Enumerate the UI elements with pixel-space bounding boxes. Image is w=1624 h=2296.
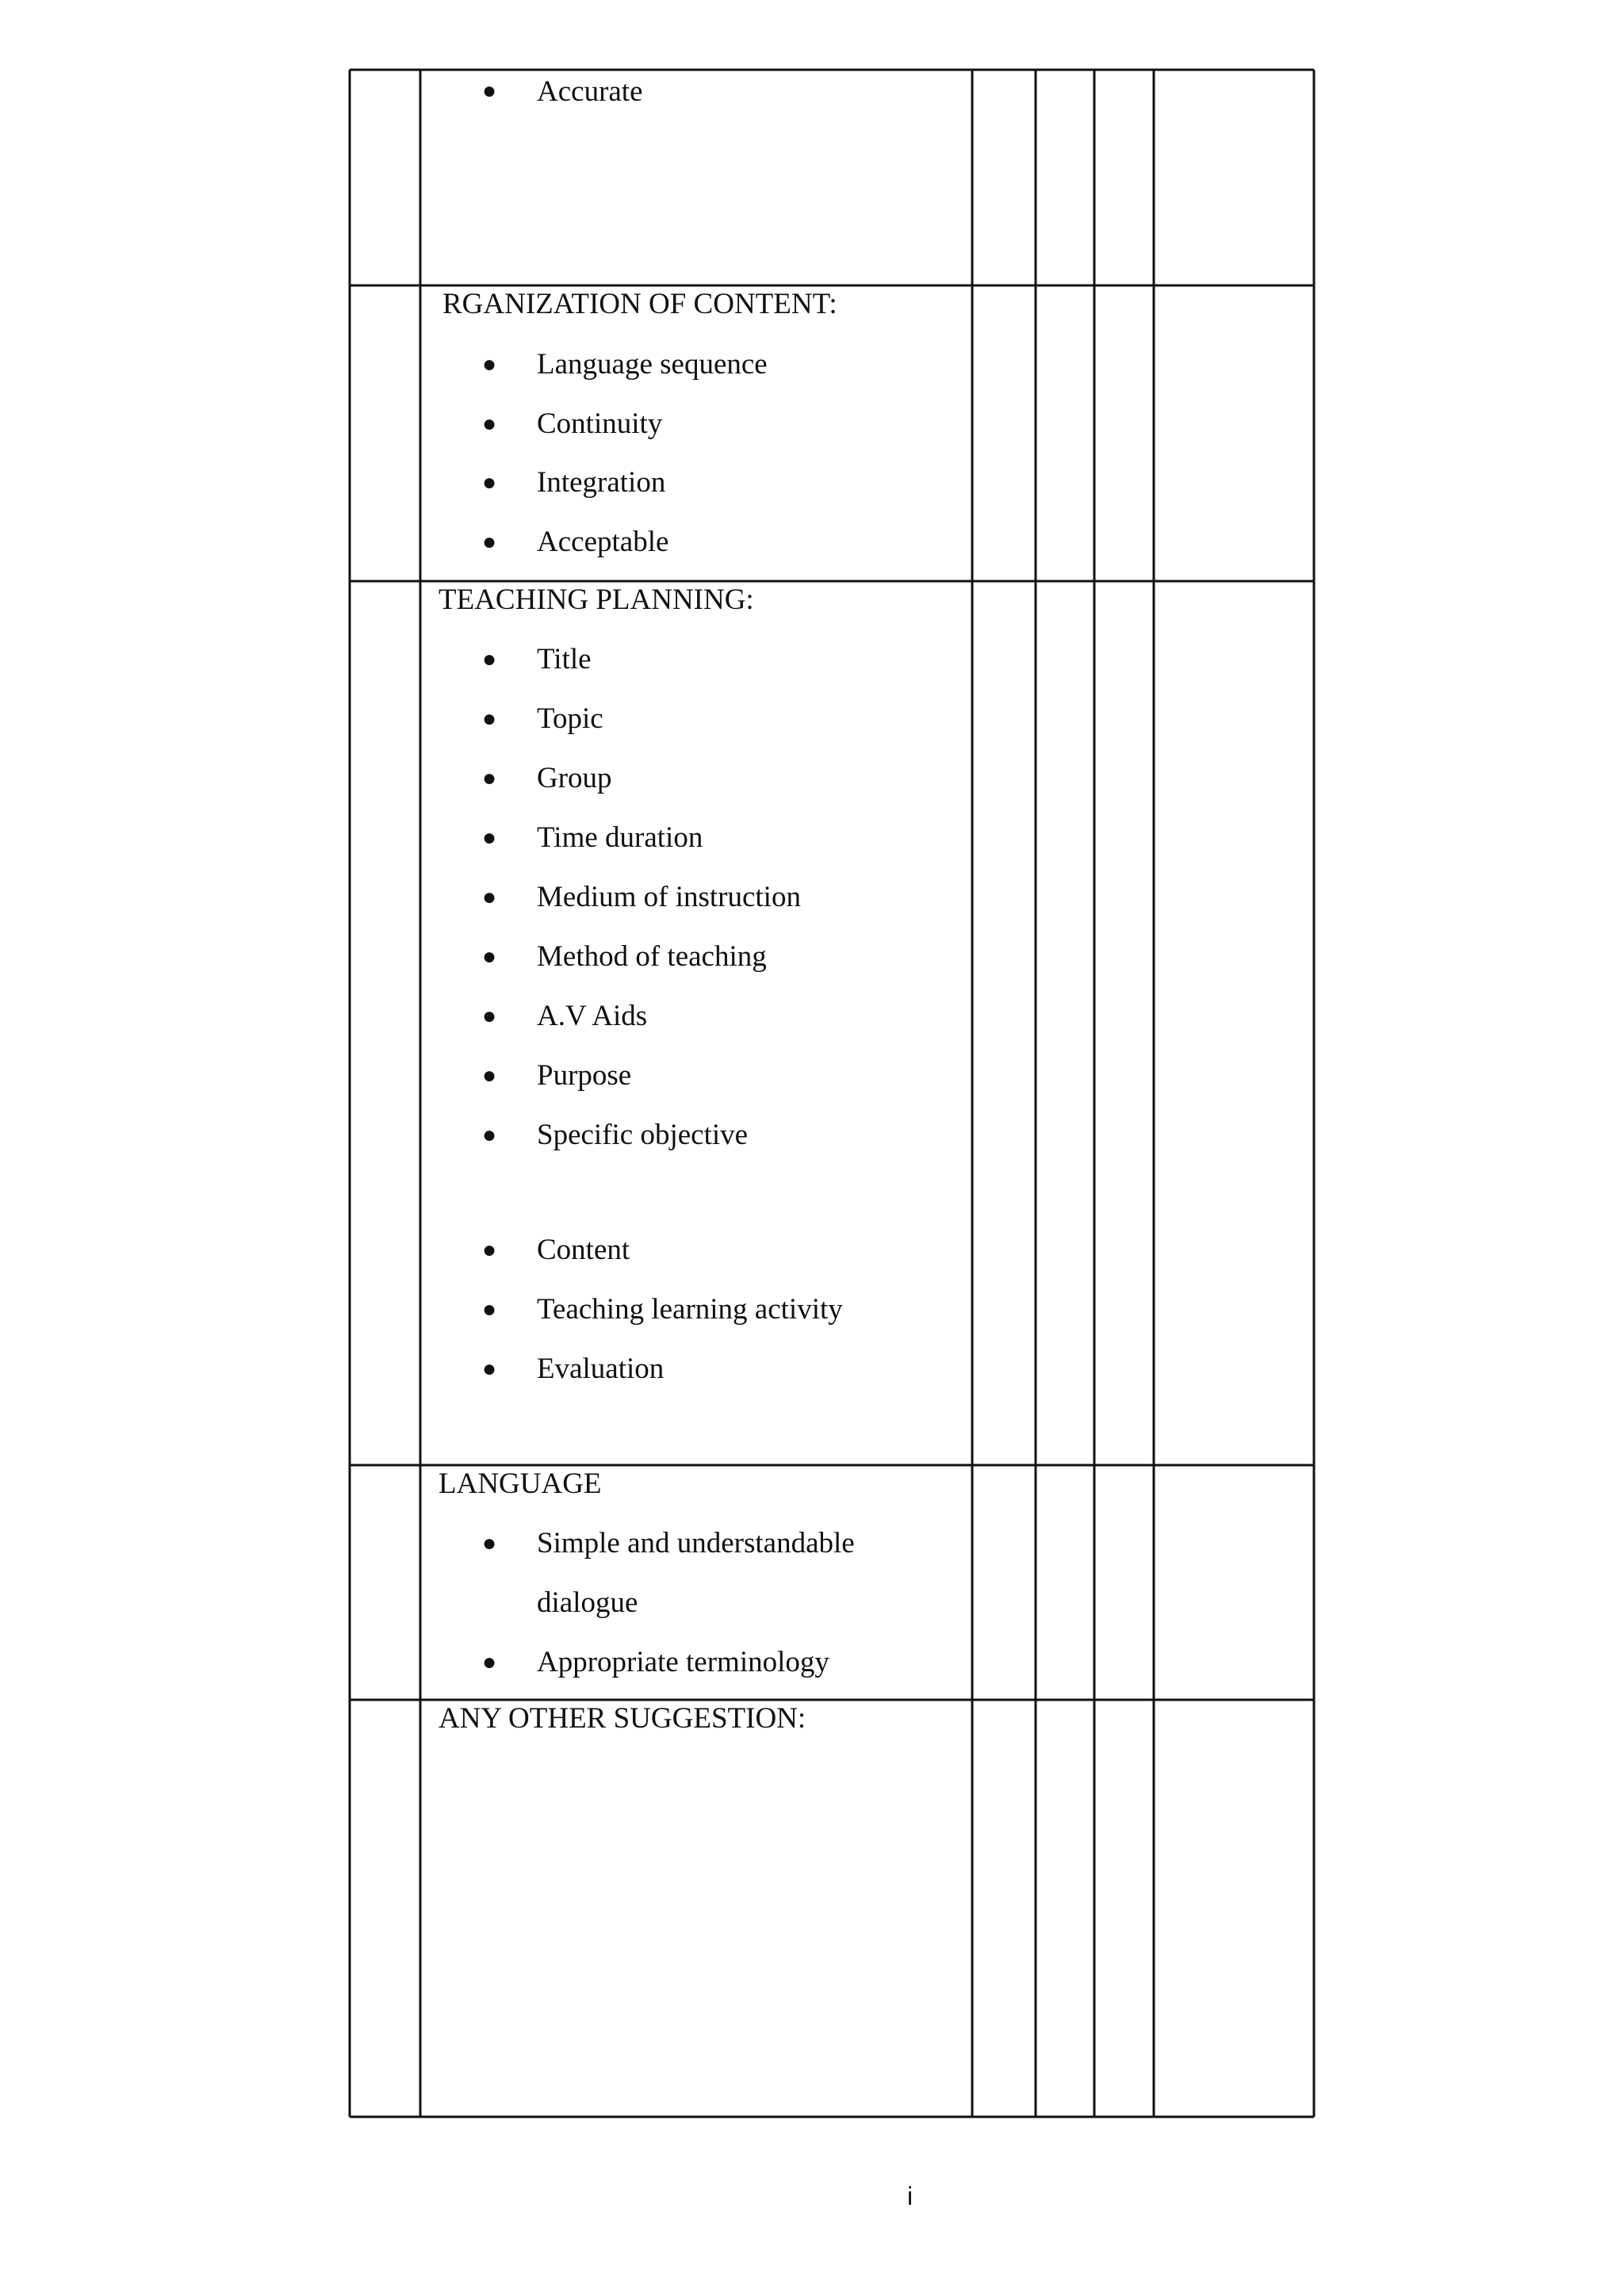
list-item: Continuity: [537, 408, 663, 440]
bullet-icon: ●: [482, 1356, 497, 1382]
list-item: Acceptable: [537, 526, 669, 558]
list-item: Specific objective: [537, 1119, 749, 1151]
list-item: Group: [537, 762, 612, 794]
bullet-icon: ●: [482, 646, 497, 672]
list-item: Time duration: [537, 821, 703, 854]
bullet-icon: ●: [482, 884, 497, 910]
list-item: Simple and understandable: [537, 1527, 855, 1559]
list-item: Content: [537, 1234, 630, 1266]
bullet-icon: ●: [482, 706, 497, 732]
list-item-continuation: dialogue: [537, 1586, 638, 1619]
list-item: Teaching learning activity: [537, 1293, 843, 1326]
list-item: Appropriate terminology: [537, 1646, 829, 1678]
bullet-icon: ●: [482, 1296, 497, 1322]
bullet-icon: ●: [482, 1530, 497, 1556]
list-item: Medium of instruction: [537, 881, 801, 913]
bullet-icon: ●: [482, 1649, 497, 1675]
list-item: Integration: [537, 466, 666, 499]
bullet-icon: ●: [482, 78, 497, 104]
bullet-icon: ●: [482, 765, 497, 791]
bullet-icon: ●: [482, 529, 497, 555]
list-item: Evaluation: [537, 1353, 665, 1385]
bullet-icon: ●: [482, 1003, 497, 1029]
list-item: Method of teaching: [537, 940, 767, 973]
page-number: i: [907, 2182, 914, 2210]
bullet-icon: ●: [482, 469, 497, 496]
bullet-icon: ●: [482, 1062, 497, 1089]
list-item: Language sequence: [537, 348, 768, 381]
list-item: Topic: [537, 702, 603, 735]
section-heading: ANY OTHER SUGGESTION:: [439, 1702, 806, 1735]
section-heading: TEACHING PLANNING:: [439, 584, 754, 616]
bullet-icon: ●: [482, 943, 497, 970]
bullet-icon: ●: [482, 1122, 497, 1148]
list-item: Accurate: [537, 75, 643, 108]
list-item: A.V Aids: [537, 1000, 648, 1032]
list-item: Title: [537, 643, 592, 675]
list-item: Purpose: [537, 1059, 632, 1092]
bullet-icon: ●: [482, 825, 497, 851]
bullet-icon: ●: [482, 351, 497, 377]
bullet-icon: ●: [482, 411, 497, 437]
bullet-icon: ●: [482, 1237, 497, 1263]
section-heading: LANGUAGE: [439, 1468, 602, 1500]
section-heading: RGANIZATION OF CONTENT:: [442, 288, 837, 320]
